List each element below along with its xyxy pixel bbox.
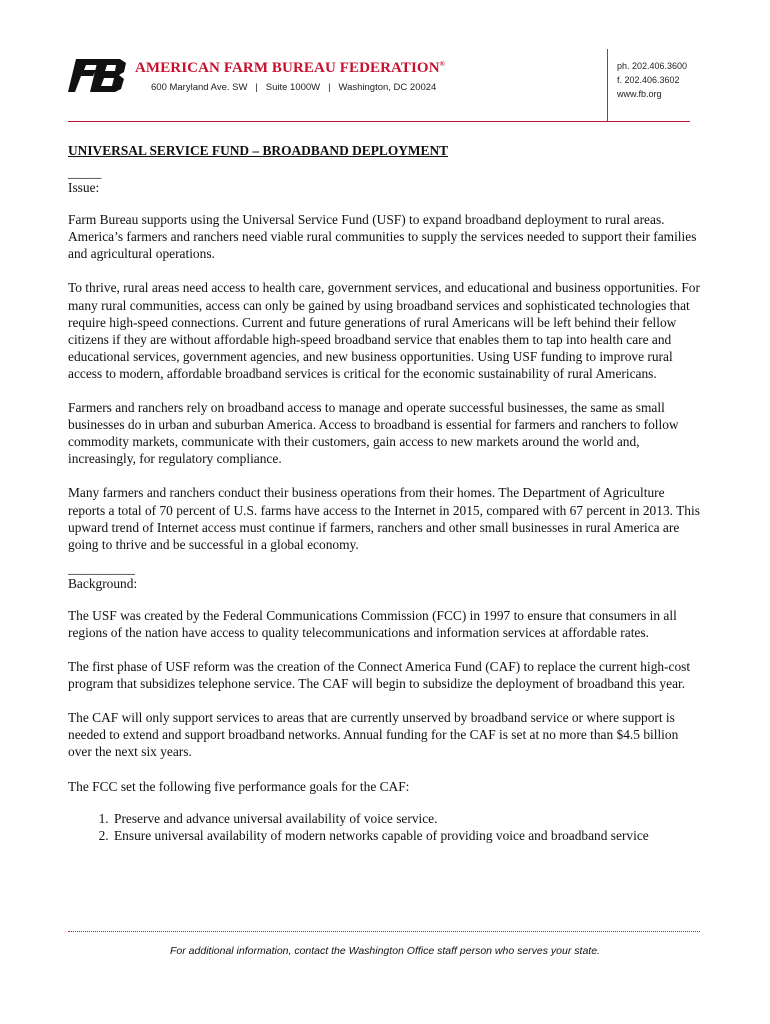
issue-heading: Issue: [68,180,100,196]
issue-paragraph: Farmers and ranchers rely on broadband access to manage and operate successful businesses, the same as small businesses do in urban and suburban America. Access to broadband is essential for farmers and ranchers to follow commodity markets, communicate with their customers, gain access to new markets around the world and, increasingly, for regulatory compliance. [68,400,679,467]
background-rule: __________ [68,560,135,576]
fax-number: f. 202.406.3602 [617,75,680,85]
footer-rule [68,931,700,932]
org-name: AMERICAN FARM BUREAU FEDERATION® [135,60,445,76]
issue-paragraph: Farm Bureau supports using the Universal Service Fund (USF) to expand broadband deployment to rural areas. America’s farmers and ranchers need viable rural communities to supply the services needed to support their families and agricultural operations. [68,212,697,262]
website-link[interactable]: www.fb.org [617,89,662,99]
footer-note: For additional information, contact the Washington Office staff person who serves your state. [170,945,600,957]
issue-paragraph: To thrive, rural areas need access to health care, government services, and educational and business opportunities. For many rural communities, access can only be gained by using broadband services and sophisticated technologies that require high-speed connections. Current and future generations of rural Americans will be left behind their fellow citizens if they are without affordable high-speed broadband service that enables them to tap into health care and educational services, government agencies, and new business opportunities. Using USF funding to improve rural access to modern, affordable broadband services is critical for the economic sustainability of rural Americans. [68,280,700,381]
list-item: 1. Preserve and advance universal availability of voice service. [112,810,702,827]
letterhead-rule [68,121,690,122]
document-title: UNIVERSAL SERVICE FUND – BROADBAND DEPLOYMENT [68,143,449,158]
goals-list [68,810,702,844]
org-address: 600 Maryland Ave. SW | Suite 1000W | Washington, DC 20024 [151,82,437,93]
background-paragraph: The first phase of USF reform was the creation of the Connect America Fund (CAF) to replace the current high-cost program that subsidizes telephone service. The CAF will begin to subsidize the deployment of broadband this year. [68,659,691,692]
letterhead-divider [607,49,608,121]
background-heading: Background: [68,575,138,591]
issue-paragraph: Many farmers and ranchers conduct their business operations from their homes. The Department of Agriculture reports a total of 70 percent of U.S. farms have access to the Internet in 2015, compared with 67 percent in 2013. This upward trend of Internet access must continue if farmers, ranchers and other small businesses in rural America are going to thrive and be successful in a global economy. [68,485,700,552]
background-paragraph: The USF was created by the Federal Communications Commission (FCC) in 1997 to ensure that consumers in all regions of the nation have access to quality telecommunications and information services at affordable rates. [68,607,677,640]
fb-logo-icon [68,59,128,92]
contact-block [617,59,687,101]
list-item: 2. Ensure universal availability of modern networks capable of providing voice and broadband service [112,827,702,844]
background-paragraph: The FCC set the following five performance goals for the CAF: [68,778,410,794]
background-paragraph: The CAF will only support services to areas that are currently unserved by broadband service or where support is needed to extend and support broadband networks. Annual funding for the CAF is set at no more than $4.5 billion over the next six years. [68,710,679,760]
document-body [68,142,702,844]
phone-number: ph. 202.406.3600 [617,61,688,71]
issue-rule: _____ [68,165,102,181]
